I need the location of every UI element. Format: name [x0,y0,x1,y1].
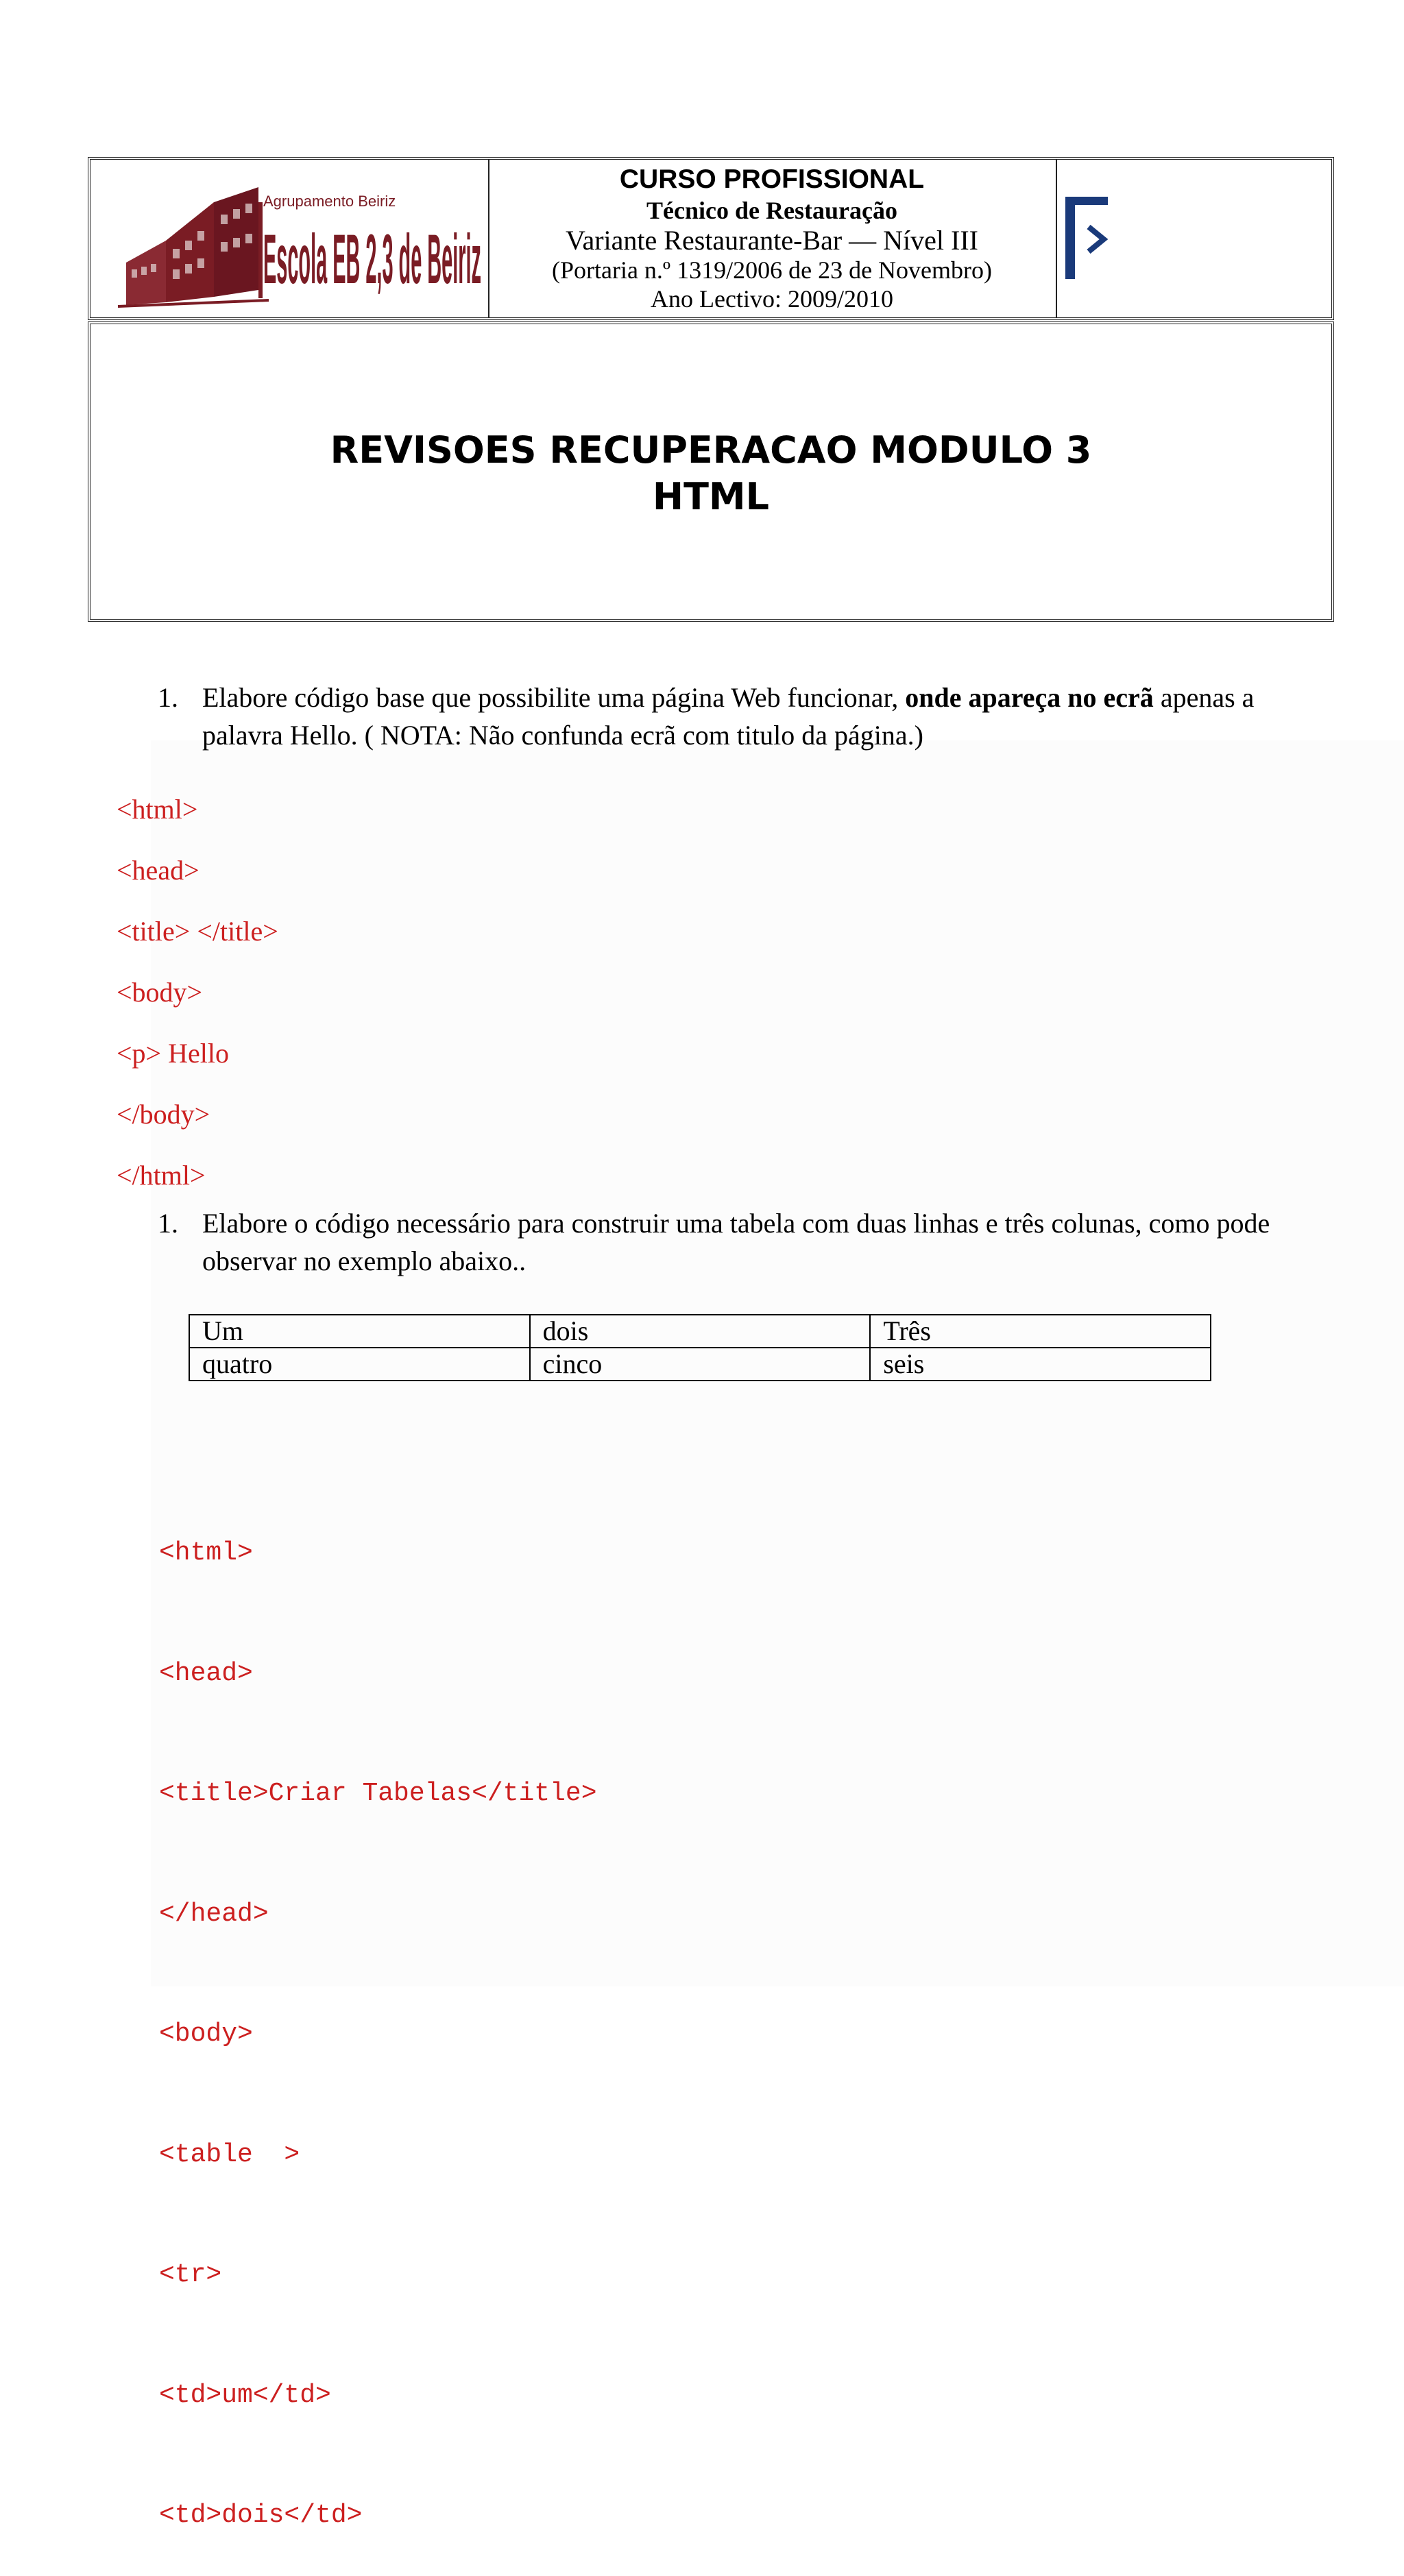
answer2-line: <td>dois</td> [159,2501,363,2530]
answer2-line: <tr> [159,2260,222,2289]
answer2-line: </head> [159,1899,269,1929]
header-table [88,157,1334,320]
q1-number: 1. [158,682,178,713]
answer2-line: <body> [159,2019,253,2049]
logo-large-text: Escola EB 2,3 de Beiriz [263,220,481,299]
table-cell: quatro [189,1348,530,1381]
q2-text-line1: Elabore o código necessário para construir uma tabela com duas linhas e três colunas, como pode [202,1208,1270,1239]
answer1-line: <title> </title> [117,916,278,947]
table-cell: Um [189,1315,530,1348]
partner-logo-cell [1056,160,1331,317]
table-cell: dois [530,1315,871,1348]
q2-number: 1. [158,1208,178,1239]
answer1-line: </body> [117,1099,210,1130]
answer2-line: <table > [159,2139,300,2170]
variant-line: Variante Restaurante-Bar — Nível III [566,225,978,256]
school-logo-cell [90,160,489,317]
title-box [88,321,1334,622]
q1-text [202,679,1313,754]
table-cell: cinco [530,1348,871,1381]
school-logo-icon [90,160,488,317]
logo-small-text: Agrupamento Beiriz [263,193,396,210]
answer2-line: <html> [159,1538,253,1568]
q1-text-after: apenas a [1153,682,1255,713]
q1-text-bold: onde apareça no ecrã [905,682,1154,713]
answer1-line: <head> [117,855,199,886]
page-subtitle: HTML [652,475,770,518]
answer2-line: <td>um</td> [159,2380,331,2410]
answer1-code [117,779,278,1206]
q2-text [202,1204,1368,1280]
partner-logo-icon [1065,197,1120,286]
q1-text-before: Elabore código base que possibilite uma página Web funcionar, [202,682,906,713]
answer1-line: <html> [117,794,198,825]
q1-text-line2: palavra Hello. ( NOTA: Não confunda ecrã com titulo da página.) [202,720,923,751]
course-heading: CURSO PROFISSIONAL [619,165,925,194]
answer2-line: <head> [159,1658,253,1688]
table-row [189,1348,1211,1381]
answer1-line: <p> Hello [117,1038,229,1069]
course-info-cell [488,160,1057,317]
answer1-line: <body> [117,977,203,1008]
answer1-line: </html> [117,1160,206,1191]
table-row [189,1315,1211,1348]
example-table [189,1314,1211,1381]
table-cell: seis [870,1348,1211,1381]
school-year-line: Ano Lectivo: 2009/2010 [651,285,893,313]
answer2-line: <title>Criar Tabelas</title> [159,1779,597,1808]
answer2-code [159,1453,597,2576]
program-name: Técnico de Restauração [646,196,897,224]
table-cell: Três [870,1315,1211,1348]
page-title: REVISOES RECUPERACAO MODULO 3 [330,428,1092,472]
q2-text-line2: observar no exemplo abaixo.. [202,1246,526,1276]
portaria-line: (Portaria n.º 1319/2006 de 23 de Novembro) [551,256,993,284]
